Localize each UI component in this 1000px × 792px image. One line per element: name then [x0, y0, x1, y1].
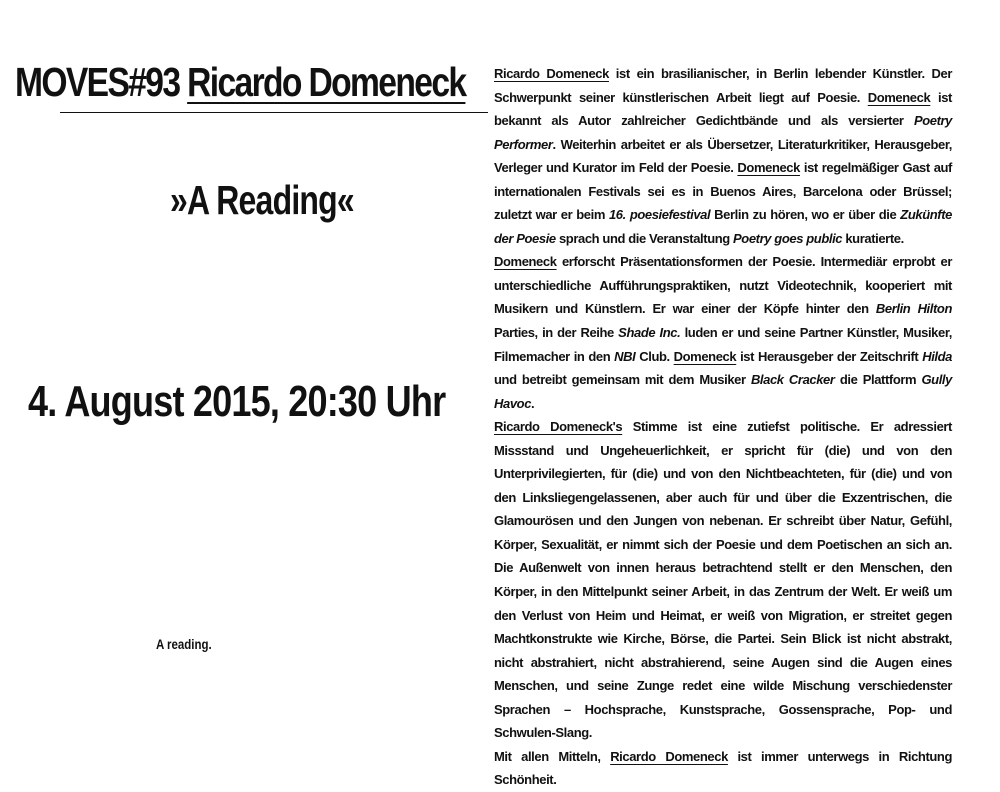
bio-text: ist immer unterwegs in Richtung Schönheit. [494, 748, 952, 788]
bio-text: Club. [635, 348, 674, 364]
bio-emphasis: Shade Inc. [618, 325, 681, 341]
bio-text: und betreibt gemeinsam mit dem Musiker [494, 372, 751, 388]
bio-paragraph-1 [494, 62, 952, 250]
artist-name-ref: Ricardo Domeneck [610, 748, 728, 764]
bio-text: Berlin zu hören, wo er über die [710, 207, 901, 223]
bio-text: ist Herausgeber der Zeitschrift [736, 348, 923, 364]
bio-text: die Plattform [834, 372, 922, 388]
bio-text: ist regelmäßiger Gast auf internationalen Festivals sei es in Buenos Aires, Barcelona oder Brüssel; zuletzt war er beim [494, 160, 952, 223]
bio-text: Stimme ist eine zutiefst politische. Er adressiert Missstand und Ungeheuerlichkeit, er spricht für (die) und von den Unterprivilegierten, für (die) und von den Nichtbeachteten, für (die) und von den Linksliegengelassenen, aber auch für und über die Exzentrischen, die Glamourösen und den Jungen von nebenan. Er schreibt über Natur, Gefühl, Körper, Sexualität, er nimmt sich der Poesie und dem Poetischen an sich an. Die Außenwelt von innen heraus betrachtend stellt er den Menschen, den Körper, in den Mittelpunkt seiner Arbeit, in das Zentrum der Welt. Er weiß um den Verlust von Heim und Heimat, er weiß von Migration, er streitet gegen Machtkonstrukte wie Kirche, Börse, die Partei. Sein Blick ist nicht abstrakt, nicht abstrahiert, nicht abstrahierend, seine Augen sind die Augen eines Menschen, und seine Zunge redet eine wilde Mischung verschiedenster Sprachen – Hochsprache, Kunstsprache, Gossensprache, Pop- und Schwulen-Slang. [494, 419, 952, 741]
bio-text: kuratierte. [842, 230, 904, 246]
event-title: »A Reading« [170, 177, 354, 223]
title-rule [60, 112, 488, 113]
bio-emphasis: Gully Havoc [494, 372, 952, 411]
bio-emphasis: Poetry Performer [494, 113, 952, 152]
bio-text: Mit allen Mitteln, [494, 748, 611, 764]
event-datetime: 4. August 2015, 20:30 Uhr [28, 377, 446, 426]
artist-name-ref: Ricardo Domeneck's [494, 419, 623, 435]
bio-paragraph-3 [494, 415, 952, 745]
bio-emphasis: Zukünfte der Poesie [494, 207, 952, 246]
bio-paragraph-2 [494, 250, 952, 415]
artist-name-ref: Ricardo Domeneck [494, 66, 609, 81]
event-caption: A reading. [156, 636, 212, 652]
artist-name-ref: Domeneck [867, 89, 931, 105]
artist-name-ref: Domeneck [673, 348, 737, 364]
bio-text: . [531, 395, 535, 411]
bio-emphasis: Berlin Hilton [875, 301, 952, 317]
artist-name: Ricardo Domeneck [187, 59, 466, 105]
artist-name-ref: Domeneck [494, 254, 557, 270]
bio-text: sprach und die Veranstaltung [555, 230, 734, 246]
bio-emphasis: Black Cracker [750, 372, 835, 388]
bio-emphasis: Hilda [922, 348, 952, 364]
bio-text: . Weiterhin arbeitet er als Übersetzer, Literaturkritiker, Herausgeber, Verleger und Kurator im Feld der Poesie. [494, 136, 952, 176]
artist-name-ref: Domeneck [737, 160, 800, 176]
bio-emphasis: Poetry goes public [733, 230, 843, 246]
bio-text: erforscht Präsentationsformen der Poesie. Intermediär erprobt er unterschiedliche Aufführungspraktiken, nutzt Videotechnik, kooperiert mit Musikern und Künstlern. Er war einer der Köpfe hinter den [494, 254, 952, 317]
bio-emphasis: 16. poesiefestival [608, 207, 711, 223]
artist-biography [494, 62, 952, 792]
bio-text: luden er und seine Partner Künstler, Musiker, Filmemacher in den [494, 325, 952, 364]
bio-text: Parties, in der Reihe [494, 325, 619, 341]
bio-emphasis: NBI [614, 348, 636, 364]
series-label: MOVES#93 [15, 59, 180, 105]
bio-text: ist ein brasilianischer, in Berlin lebender Künstler. Der Schwerpunkt seiner künstlerischen Arbeit liegt auf Poesie. [494, 66, 952, 105]
bio-text: ist bekannt als Autor zahlreicher Gedichtbände und als versierter [494, 89, 952, 129]
page-title [15, 52, 465, 112]
bio-paragraph-4 [494, 745, 952, 792]
